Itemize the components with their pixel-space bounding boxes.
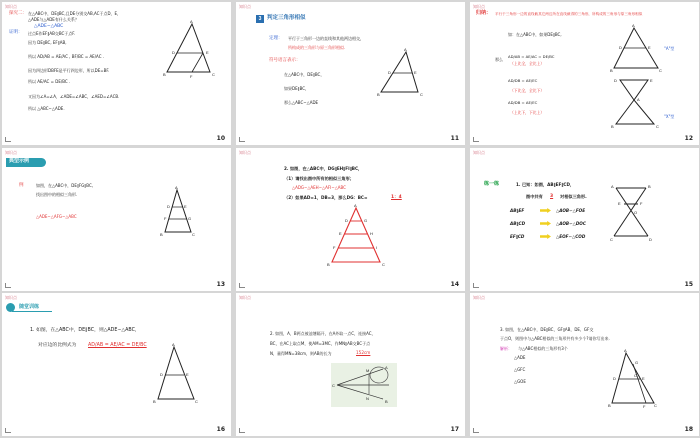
svg-text:F: F bbox=[643, 404, 646, 409]
answer-item: △GFC bbox=[514, 367, 526, 372]
triangle-figure bbox=[608, 348, 658, 411]
svg-text:D: D bbox=[345, 218, 348, 223]
question-text: 在△ABC中，DE∥BC,且DE分别交AB,AC于点D，E， bbox=[28, 11, 122, 16]
svg-text:C: C bbox=[212, 72, 215, 77]
ratio-answer: AD/AB = AE/AC = DE/BC bbox=[88, 343, 147, 348]
example-text-2: 找出图中的相似三角形. bbox=[36, 192, 78, 197]
banner-title: 典型示例 bbox=[9, 158, 30, 164]
corner-mark bbox=[5, 137, 11, 142]
slide-tag: 知识点 bbox=[473, 4, 485, 9]
triangle-figure bbox=[162, 19, 222, 82]
svg-text:O: O bbox=[634, 210, 638, 215]
practice-label: 练一练 bbox=[484, 181, 500, 187]
question-text: 1. 如图，在△ABC中，DE∥BC，则△ADE∽△ABC， bbox=[30, 328, 140, 333]
svg-text:D: D bbox=[649, 237, 652, 242]
svg-text:A: A bbox=[624, 348, 627, 353]
svg-text:A: A bbox=[175, 185, 178, 190]
svg-text:C: C bbox=[654, 403, 657, 408]
answer-item: △GOE bbox=[514, 379, 526, 384]
proof-line: 又因为∠A=∠A，∠ADE=∠ABC，∠AED=∠ACB. bbox=[28, 94, 120, 99]
svg-text:A: A bbox=[637, 97, 640, 102]
proof-line: 所以 △ABC∽△ADE. bbox=[28, 106, 65, 111]
question-text-2: BC，在AC上取点M，使AM=3MC，作MN∥AB交BC于点 bbox=[270, 341, 371, 346]
answer-item: △ADE bbox=[514, 355, 526, 360]
banner-title: 随堂训练 bbox=[19, 304, 40, 310]
ratio-row: AD/DB = AE/EC bbox=[508, 78, 538, 83]
svg-text:A: A bbox=[385, 365, 388, 370]
svg-text:A: A bbox=[611, 184, 614, 189]
svg-text:E: E bbox=[650, 78, 653, 83]
svg-text:F: F bbox=[190, 74, 193, 79]
pair-result: △AOB∽△FOE bbox=[556, 208, 586, 213]
svg-text:B: B bbox=[385, 399, 388, 404]
symbol-line: 如果DE∥BC， bbox=[284, 86, 310, 91]
question-text-2: △ADE与△ADE有什么关系？ bbox=[28, 17, 79, 22]
svg-text:F: F bbox=[640, 201, 643, 206]
slide-number: 10 bbox=[216, 135, 225, 142]
svg-text:A: A bbox=[172, 342, 175, 347]
ratio-note: （上比下，下比上） bbox=[510, 110, 545, 115]
svg-text:B: B bbox=[611, 124, 614, 129]
pond-figure bbox=[331, 363, 397, 407]
svg-text:E: E bbox=[184, 204, 187, 209]
corner-mark bbox=[239, 137, 245, 142]
theorem-text-2: 所构成的三角形与原三角形相似. bbox=[288, 45, 346, 50]
svg-text:C: C bbox=[192, 232, 195, 237]
x-type-label: "X"型 bbox=[664, 114, 675, 119]
corner-mark bbox=[5, 283, 11, 288]
slide-number: 13 bbox=[216, 281, 225, 288]
example-intro: 如：在△ABC中，如果DE∥BC, bbox=[508, 32, 562, 37]
question-text-3: N，量得MN=38cm，则AB的长为 bbox=[270, 351, 332, 356]
svg-text:D: D bbox=[160, 372, 163, 377]
svg-text:O: O bbox=[634, 373, 638, 378]
svg-text:C: C bbox=[610, 237, 613, 242]
answer-label: 解析： bbox=[500, 346, 512, 351]
theorem-text: 平行于三角形一边的直线和其他两边相交， bbox=[288, 36, 364, 41]
svg-text:C: C bbox=[195, 399, 198, 404]
corner-mark bbox=[239, 428, 245, 433]
question-part-1: （1）请找出图中所有的相似三角形； bbox=[284, 176, 354, 181]
svg-text:B: B bbox=[160, 232, 163, 237]
svg-text:D: D bbox=[613, 376, 616, 381]
svg-text:E: E bbox=[339, 231, 342, 236]
a-type-figure bbox=[610, 23, 662, 74]
svg-text:G: G bbox=[635, 360, 639, 365]
svg-text:E: E bbox=[618, 201, 621, 206]
answer-text: 与△ABC相似的三角形有3个 bbox=[518, 346, 568, 351]
triangle-figure bbox=[376, 47, 426, 100]
arrow-icon bbox=[540, 208, 551, 213]
svg-text:C: C bbox=[382, 262, 385, 267]
proof-line: 因为 DE∥BC, EF∥AB, bbox=[28, 40, 67, 45]
proof-line: 因为四边形DBFE是平行四边形，所以DE=BF. bbox=[28, 68, 110, 73]
svg-text:B: B bbox=[608, 403, 611, 408]
slide-14[interactable] bbox=[236, 148, 465, 291]
question-text-2: 图中共有 bbox=[526, 194, 543, 199]
symbol-line: 在△ABC中，DE∥BC， bbox=[284, 72, 325, 77]
question-text: 2. 如图，A，B两点被池塘隔开，在A外取一点C，连接AC， bbox=[270, 331, 376, 336]
pair-result: △EOF∽△COD bbox=[556, 234, 586, 239]
summary-label: 归纳： bbox=[476, 10, 492, 16]
svg-text:D: D bbox=[167, 204, 170, 209]
slide-number: 17 bbox=[450, 426, 459, 433]
question-text-2: 对应边的比例式为 bbox=[38, 343, 77, 348]
svg-text:B: B bbox=[377, 92, 380, 97]
svg-text:E: E bbox=[648, 45, 651, 50]
corner-mark bbox=[5, 428, 11, 433]
slide-11[interactable] bbox=[236, 2, 465, 145]
corner-mark bbox=[473, 137, 479, 142]
theorem-label: 定理： bbox=[269, 36, 283, 41]
slide-number: 11 bbox=[450, 135, 459, 142]
question-text: 1. 已知：如图，AB∥EF∥CD， bbox=[516, 182, 575, 187]
svg-text:H: H bbox=[370, 231, 373, 236]
summary-text: 平行于三角形一边的直线截其它两边所在直线截得的三角形，所构成的三角形与原三角形相似 bbox=[495, 12, 643, 16]
svg-text:D: D bbox=[619, 45, 622, 50]
slide-tag: 知识点 bbox=[473, 150, 485, 155]
proof-line: 过点E作EF∥AB交BC于点F. bbox=[28, 31, 76, 36]
answer-length: 152cm bbox=[356, 350, 371, 355]
svg-text:B: B bbox=[327, 262, 330, 267]
svg-text:E: E bbox=[186, 372, 189, 377]
svg-text:A: A bbox=[632, 23, 635, 28]
svg-text:D: D bbox=[388, 70, 391, 75]
arrow-icon bbox=[540, 234, 551, 239]
slide-number: 16 bbox=[216, 426, 225, 433]
answer-2: 1：4 bbox=[391, 195, 402, 200]
slide-tag: 知识点 bbox=[5, 150, 17, 155]
svg-text:E: E bbox=[206, 50, 209, 55]
symbol-line: 那么△ABC∽△ADE bbox=[284, 100, 319, 105]
corner-mark bbox=[239, 283, 245, 288]
svg-text:N: N bbox=[366, 396, 369, 401]
svg-text:F: F bbox=[333, 245, 336, 250]
triangle-figure bbox=[152, 342, 200, 405]
triangle-figure bbox=[326, 203, 386, 268]
example-text: 如图，在△ABC中，DE∥FG∥BC, bbox=[36, 183, 94, 188]
question-part-2: （2）如果AD=1，DB=3，那么DG：BC= bbox=[284, 195, 368, 200]
answer-1: △ADG∽△AEH∽△AFI∽△ABC bbox=[292, 185, 346, 190]
svg-text:F: F bbox=[164, 216, 167, 221]
corner-mark bbox=[473, 283, 479, 288]
symbol-label: 符号语言表示： bbox=[269, 58, 301, 63]
pair-condition: AB∥CD bbox=[510, 221, 526, 226]
svg-text:A: A bbox=[354, 203, 357, 208]
question-label: 探究二： bbox=[9, 11, 27, 16]
slide-number: 12 bbox=[684, 135, 693, 142]
proof-line: 所以 AD/AB = AE/AC , BF/BC = AE/AC . bbox=[28, 54, 105, 59]
question-text: 3. 如图，在△ABC中，DE∥BC，GF∥AB，DE、GF交 bbox=[500, 327, 594, 332]
slide-10[interactable] bbox=[2, 2, 231, 145]
section-number-badge: 3 bbox=[256, 15, 264, 23]
pair-condition: EF∥CD bbox=[510, 234, 525, 239]
svg-text:A: A bbox=[190, 19, 193, 24]
proof-line: 所以 AE/AC = DE/BC . bbox=[28, 79, 71, 84]
slide-16[interactable] bbox=[2, 293, 231, 436]
svg-text:C: C bbox=[659, 68, 662, 73]
slide-15[interactable] bbox=[470, 148, 699, 291]
proof-target: △ADE∽△ABC bbox=[34, 24, 64, 29]
question-text-2: 于点O，则图中与△ABC相似的三角形共有多少个?请你写出来. bbox=[500, 336, 610, 341]
slide-tag: 知识点 bbox=[239, 150, 251, 155]
slide-tag: 知识点 bbox=[239, 295, 251, 300]
svg-text:D: D bbox=[172, 50, 175, 55]
pair-result: △AOB∽△DOC bbox=[556, 221, 586, 226]
then-label: 那么 bbox=[495, 57, 503, 62]
svg-text:B: B bbox=[163, 72, 166, 77]
slide-tag: 知识点 bbox=[5, 4, 17, 9]
hourglass-figure bbox=[610, 184, 654, 242]
svg-text:G: G bbox=[364, 218, 368, 223]
answer-count: 3 bbox=[550, 194, 554, 199]
slide-number: 18 bbox=[684, 426, 693, 433]
svg-text:C: C bbox=[332, 383, 335, 388]
ratio-row: AD/AB = AE/AC = DE/BC bbox=[508, 54, 555, 59]
proof-label: 证明： bbox=[9, 30, 23, 35]
svg-text:B: B bbox=[610, 68, 613, 73]
triangle-figure bbox=[157, 185, 197, 237]
svg-text:G: G bbox=[188, 216, 192, 221]
corner-mark bbox=[473, 428, 479, 433]
arrow-icon bbox=[540, 221, 551, 226]
slide-12[interactable] bbox=[470, 2, 699, 145]
svg-text:B: B bbox=[648, 184, 651, 189]
example-answer: △ADE∽△AFG∽△ABC bbox=[36, 214, 77, 219]
slide-number: 14 bbox=[450, 281, 459, 288]
svg-text:D: D bbox=[614, 78, 617, 83]
slide-17[interactable] bbox=[236, 293, 465, 436]
svg-text:A: A bbox=[404, 47, 407, 52]
slide-number: 15 bbox=[684, 281, 693, 288]
svg-text:E: E bbox=[414, 70, 417, 75]
a-type-label: "A"型 bbox=[664, 46, 675, 51]
slide-tag: 知识点 bbox=[239, 4, 251, 9]
question-text: 2. 如图，在△ABC中，DG∥EH∥FI∥BC， bbox=[284, 166, 363, 171]
x-type-figure bbox=[610, 78, 662, 128]
slide-18[interactable] bbox=[470, 293, 699, 436]
pair-condition: AB∥EF bbox=[510, 208, 525, 213]
slide-tag: 知识点 bbox=[5, 295, 17, 300]
slide-tag: 知识点 bbox=[473, 295, 485, 300]
example-label: 例 bbox=[19, 183, 24, 188]
ratio-row: AD/DB = AE/EC bbox=[508, 100, 538, 105]
svg-text:C: C bbox=[420, 92, 423, 97]
ratio-note: （上比全，全比上） bbox=[510, 61, 545, 66]
ratio-note: （下比全，全比下） bbox=[510, 88, 545, 93]
svg-text:E: E bbox=[642, 376, 645, 381]
slide-13[interactable] bbox=[2, 148, 231, 291]
svg-text:I: I bbox=[376, 245, 378, 250]
svg-text:B: B bbox=[153, 399, 156, 404]
question-text-3: 对相似三角形. bbox=[560, 194, 587, 199]
svg-text:C: C bbox=[656, 124, 659, 129]
svg-text:M: M bbox=[366, 368, 370, 373]
section-title: 判定三角形相似 bbox=[267, 15, 306, 21]
